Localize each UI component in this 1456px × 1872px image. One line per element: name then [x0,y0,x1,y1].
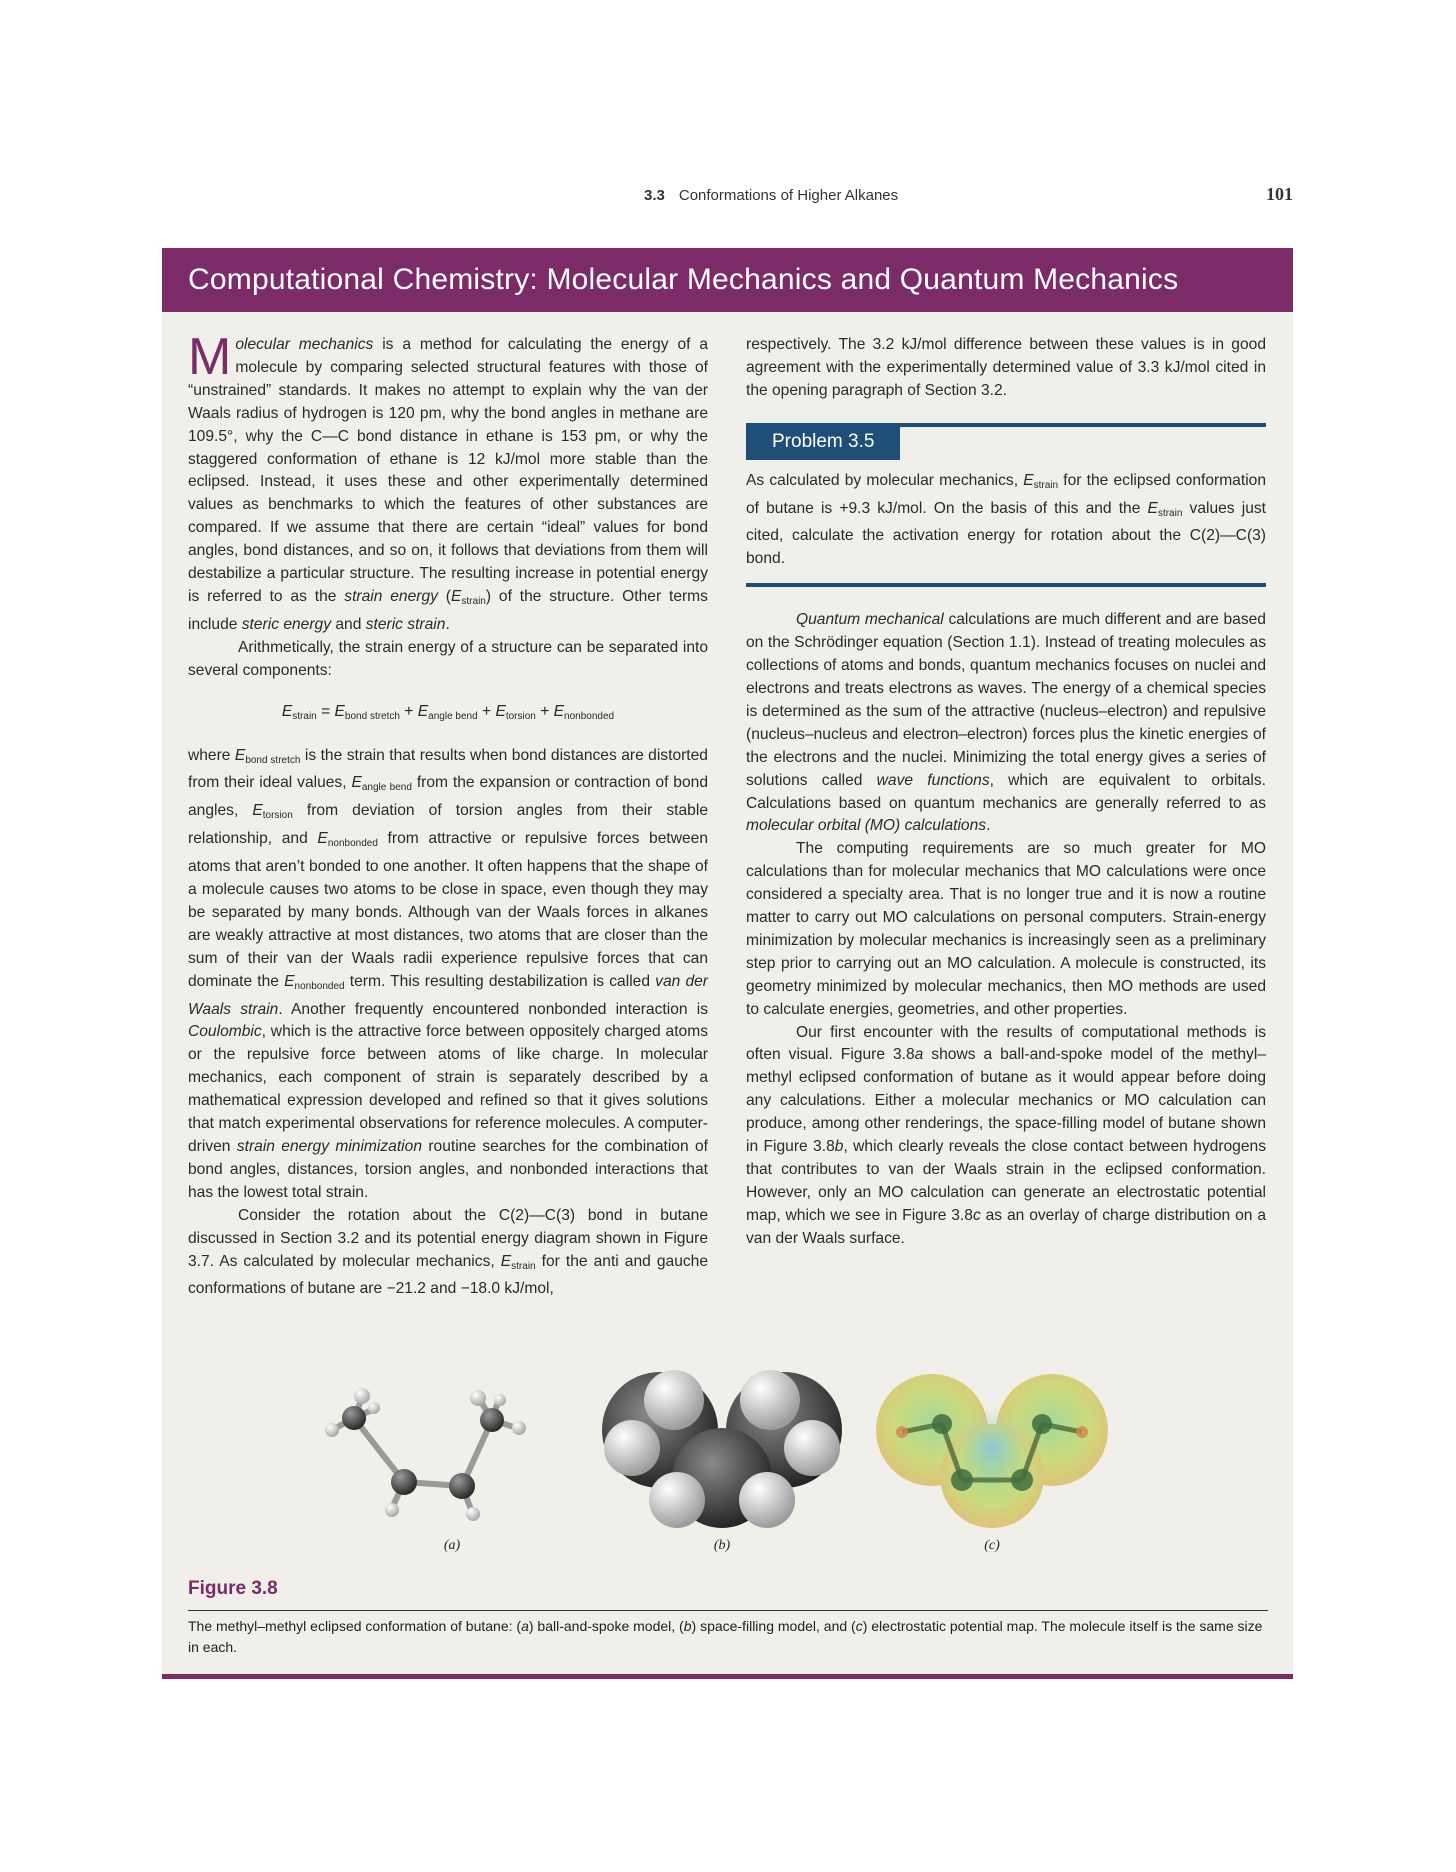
text: Our first encounter with the results of computational methods is often visual. Figure 3.8 [746,1023,1266,1064]
eq-operator: + [399,702,418,720]
ball-and-spoke-model [312,1368,592,1538]
figure-caption [188,1616,1268,1658]
eq-subscript: strain [292,710,317,722]
section-title: Conformations of Higher Alkanes [678,187,899,204]
figure-label-c: (c) [984,1538,1000,1553]
subscript: nonbonded [294,980,345,992]
text: is a method for calculating the energy of a molecule by comparing selected structural features with those of “unstrained” standards. It makes no attempt to explain why the van der Waals radius of hydrogen is 120 pm, why the bond angles in methane are 109.5°, why the C—C bond distance in ethane is 153 pm, or why the staggered conformation of ethane is 12 kJ/mol more stable than the eclipsed. Instead, it uses these and other experimentally determined values as benchmarks to which the features of other substances are compared. If we assume that there are certain “ideal” values for bond angles, bond distances, and so on, it follows that deviations from them will destabilize a particular structure. The resulting increase in potential energy is referred to as the [188,336,708,605]
eq-symbol: E [334,702,345,720]
symbol-e: E [317,830,328,848]
section-heading [644,187,898,204]
paragraph-respectively: respectively. The 3.2 kJ/mol difference between these values is in good agreement with the experimentally determined value of 3.3 kJ/mol cited in the opening paragraph of Section 3.2. [746,336,1266,399]
figure-panel-a [312,1368,592,1578]
paragraph-computing-requirements: The computing requirements are so much greater for MO calculations than for molecular mechanics that MO calculations were once considered a specialty area. That is no longer true and it is now a routine matter to carry out MO calculations on personal computers. Strain-energy minimization by molecular mechanics is increasingly seen as a preliminary step prior to carrying out an MO calculation. A molecule is constructed, its geometry minimized by molecular mechanics, then MO methods are used to calculate energies, geometries, and other properties. [746,840,1266,1018]
text: c [972,1206,981,1224]
symbol-e: E [451,587,462,605]
figure-label-b: (b) [713,1538,731,1553]
text: . Another frequently encountered nonbonded interaction is [278,1000,708,1018]
paragraph-strain-components [188,745,708,1205]
computational-chemistry-box [162,248,1293,1679]
term-steric-energy: steric energy [241,615,332,633]
figure-panel-c [852,1368,1132,1578]
text: shows a ball-and-spoke model of the methyl–methyl eclipsed conformation of butane as it would appear before doing any calculations. Either a molecular mechanics or MO calculation can produce, among other renderings, the space-filling model of butane shown in Figure 3.8 [746,1046,1266,1156]
paragraph-first-encounter [746,1022,1266,1251]
hydrogen-sphere [739,1472,795,1528]
subscript: strain [1157,507,1183,519]
figure-panel-b [582,1368,862,1578]
drop-cap: M [188,328,232,386]
text: b [683,1618,692,1634]
text: routine searches for the combination of bond angles, distances, torsion angles, and nonbonded interactions that has the lowest total strain. [188,1138,708,1201]
figure-divider [188,1610,1268,1611]
figure-title: Figure 3.8 [188,1578,278,1599]
subscript: nonbonded [327,838,378,850]
figure-3-8 [162,1368,1293,1578]
text: . [445,615,450,633]
text: c [855,1618,863,1634]
text: a [914,1046,924,1064]
term-coulombic: Coulombic [188,1023,262,1041]
text: , which clearly reveals the close contact between hydrogens that contributes to van der Waals strain in the eclipsed conformation. However, only an MO calculation can generate an electrostatic potential map, which we see in Figure 3.8 [746,1138,1266,1224]
term-quantum-mechanical: Quantum mechanical [796,611,944,629]
left-column [188,328,709,1301]
subscript: strain [1033,479,1059,491]
text: calculations are much different and are based on the Schrödinger equation (Section 1.1). Instead of treating molecules as collections of atoms and bonds, quantum mechanics focuses on nuclei and electrons and treats electrons as waves. The energy of a chemical species is determined as the sum of the attractive (nucleus–electron) and repulsive (nucleus–nucleus and electron–electron) forces plus the kinetic energies of the electrons and the nuclei. Minimizing the total energy gives a series of solutions called [746,611,1266,789]
box-title: Computational Chemistry: Molecular Mechanics and Quantum Mechanics [162,248,1293,312]
eq-symbol: E [553,702,565,720]
electrostatic-potential-map [852,1368,1132,1538]
hydrogen-sphere [644,1370,704,1430]
subscript: strain [461,595,486,607]
figure-label-a: (a) [443,1538,461,1553]
text: term. This resulting destabilization is called [344,972,656,990]
text: . [986,817,991,835]
right-column [746,334,1266,1251]
paragraph-quantum-mechanical [746,609,1266,838]
text: , which is the attractive force between oppositely charged atoms or the repulsive force between atoms of like charge. In molecular mechanics, each component of strain is separately described by a mathematical expression developed and refined so that it gives solutions that match experimental observations for reference molecules. A computer-driven [188,1023,708,1155]
text: ) ball-and-spoke model, ( [528,1618,684,1634]
text: b [834,1138,844,1156]
subscript: angle bend [361,782,412,794]
paragraph-molecular-mechanics [188,328,708,637]
symbol-e: E [1023,471,1034,489]
eq-operator: + [535,702,554,720]
symbol-e: E [284,972,295,990]
eq-symbol: E [417,702,429,720]
text: ) of the structure. Other terms include [188,587,708,633]
symbol-e: E [234,746,246,764]
term-van-der-waals-strain: van der Waals strain [188,972,708,1018]
term-mo-calculations: molecular orbital (MO) calculations [746,817,987,835]
text: a [521,1618,529,1634]
space-filling-model [582,1368,862,1538]
potential-surface [876,1374,1108,1528]
paragraph-arithmetic: Arithmetically, the strain energy of a structure can be separated into several components: [188,638,708,679]
section-number: 3.3 [644,187,665,204]
symbol-e: E [500,1252,512,1270]
text: ) electrostatic potential map. The molecule itself is the same size in each. [188,1618,1263,1655]
text: from deviation of torsion angles from their stable relationship, and [188,802,708,848]
running-header [160,184,1293,208]
text: where [188,746,235,764]
text: is the strain that results when bond distances are distorted from their ideal values, [188,746,708,792]
symbol-e: E [351,774,362,792]
text: As calculated by molecular mechanics, [746,471,1024,489]
hydrogen-sphere [604,1420,660,1476]
text: for the eclipsed conformation of butane is +9.3 kJ/mol. On the basis of this and the [746,471,1267,517]
problem-text [746,470,1266,572]
term-molecular-mechanics: olecular mechanics [235,336,374,353]
term-strain-energy-minimization: strain energy minimization [236,1138,422,1155]
eq-subscript: torsion [505,710,536,722]
term-wave-functions: wave functions [876,771,990,789]
strain-energy-equation [188,701,708,729]
hydrogen-sphere [649,1472,705,1528]
text: from the expansion or contraction of bond angles, [188,774,708,820]
term-strain-energy: strain energy [344,587,438,605]
eq-symbol: E [495,702,506,720]
paragraph-butane-rotation [188,1205,708,1302]
eq-symbol: E [281,702,293,720]
text: Consider the rotation about the C(2)—C(3) bond in butane discussed in Section 3.2 and its potential energy diagram shown in Figure 3.7. As calculated by molecular mechanics, [188,1206,708,1270]
subscript: strain [511,1260,536,1272]
symbol-e: E [252,802,263,820]
eq-subscript: bond stretch [344,710,400,722]
text: from attractive or repulsive forces between atoms that aren’t bonded to one another. It often happens that the shape of a molecule causes two atoms to be close in space, even though they may be separated by many bonds. Although van der Waals forces in alkanes are weakly attractive at most distances, two atoms that are closer than the sum of their van der Waals radii experience repulsive forces that can dominate the [188,830,708,990]
text: values just cited, calculate the activation energy for rotation about the C(2)—C(3) bond. [746,499,1266,568]
subscript: torsion [262,810,293,822]
eq-subscript: nonbonded [564,710,615,722]
term-steric-strain: steric strain [365,615,446,633]
text: and [331,615,366,633]
text: , which are equivalent to orbitals. Calculations based on quantum mechanics are generally referred to as [746,771,1266,812]
problem-label: Problem 3.5 [746,427,900,460]
eq-operator: + [477,702,496,720]
text: as an overlay of charge distribution on a van der Waals surface. [746,1206,1267,1247]
subscript: bond stretch [245,754,301,766]
text: ) space-filling model, and ( [691,1618,856,1634]
hydrogen-sphere [740,1370,800,1430]
eq-operator: = [316,702,335,720]
text: for the anti and gauche conformations of butane are −21.2 and −18.0 kJ/mol, [188,1252,709,1298]
problem-box [746,423,1266,588]
hydrogen-sphere [784,1420,840,1476]
text: The methyl–methyl eclipsed conformation of butane: ( [188,1618,522,1634]
eq-subscript: angle bend [428,710,478,722]
text: ( [437,587,451,605]
symbol-e: E [1147,499,1158,517]
page-number: 101 [1266,184,1293,204]
